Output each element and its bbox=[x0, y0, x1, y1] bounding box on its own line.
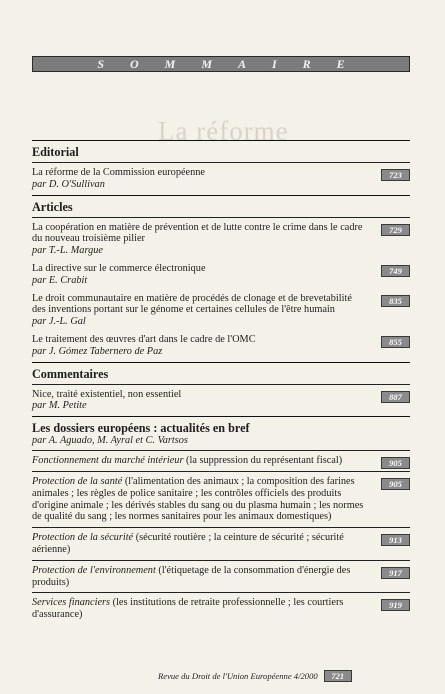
entry-details: (la suppression du représentant fiscal) bbox=[183, 455, 343, 467]
entry-details: (l'alimentation des animaux ; la composition des farines animales ; les règles de police sanitaire ; les contrôles officiels des produits d'origine animale ; les dérivés stables du sang ou du plasma humain ; les normes de qualité du sang ; les normes sanitaires pour les animaux domestiques) bbox=[32, 475, 364, 523]
entry-topic: Protection de la santé bbox=[32, 475, 123, 487]
section-rule bbox=[32, 162, 410, 163]
toc-entry[interactable] bbox=[32, 530, 410, 558]
entry-author: par J.-L. Gal bbox=[32, 316, 86, 328]
toc-entry[interactable] bbox=[32, 165, 410, 193]
page-number-badge: 749 bbox=[381, 265, 410, 277]
entry-title: Le droit communautaire en matière de procédés de clonage et de brevetabilité des inventions portant sur le génome et certaines cellules de l'être humain bbox=[32, 292, 352, 316]
page-number-badge: 835 bbox=[381, 295, 410, 307]
sommaire-title: SOMMAIRE bbox=[97, 56, 371, 71]
page-number-badge: 919 bbox=[381, 599, 410, 611]
table-of-contents bbox=[32, 140, 410, 625]
entry-author: par E. Crabit bbox=[32, 274, 88, 286]
section-rule bbox=[32, 217, 410, 218]
entry-title: Le traitement des œuvres d'art dans le cadre de l'OMC bbox=[32, 333, 256, 345]
entry-details: (sécurité routière ; la ceinture de sécurité ; sécurité aérienne) bbox=[32, 532, 344, 555]
page-number-badge: 913 bbox=[381, 534, 410, 546]
section-title-dossiers: Les dossiers européens : actualités en bref bbox=[32, 421, 250, 436]
entry-topic: Protection de la sécurité bbox=[32, 532, 134, 544]
toc-entry[interactable] bbox=[32, 332, 410, 360]
entry-title: La coopération en matière de prévention et de lutte contre le crime dans le cadre du nouveau troisième pilier bbox=[32, 221, 363, 245]
page-number-badge: 917 bbox=[381, 567, 410, 579]
bleed-through-text: La réforme bbox=[158, 116, 289, 146]
toc-entry[interactable] bbox=[32, 595, 410, 623]
section-rule bbox=[32, 384, 410, 385]
entry-title bbox=[32, 597, 366, 621]
entry-title bbox=[32, 532, 366, 556]
page-number-badge: 729 bbox=[381, 224, 410, 236]
entry-rule bbox=[32, 592, 410, 593]
page-number-badge: 905 bbox=[381, 457, 410, 469]
footer-page-number: 721 bbox=[324, 670, 352, 682]
entry-title: La réforme de la Commission européenne bbox=[32, 167, 205, 178]
page-number-badge: 855 bbox=[381, 336, 410, 348]
entry-title: La directive sur le commerce électronique bbox=[32, 262, 206, 274]
entry-topic: Fonctionnement du marché intérieur bbox=[32, 455, 184, 467]
entry-title: Nice, traité existentiel, non essentiel bbox=[32, 388, 182, 400]
section-rule bbox=[32, 450, 410, 451]
entry-title bbox=[32, 455, 366, 467]
toc-entry[interactable] bbox=[32, 453, 410, 469]
page-number-badge: 723 bbox=[381, 169, 410, 181]
section-title-commentaires: Commentaires bbox=[32, 366, 109, 381]
toc-entry[interactable] bbox=[32, 474, 410, 525]
entry-title bbox=[32, 565, 366, 589]
entry-author: par T.-L. Margue bbox=[32, 245, 103, 257]
toc-entry[interactable] bbox=[32, 261, 410, 289]
toc-entry[interactable] bbox=[32, 387, 410, 415]
journal-name: Revue du Droit de l'Union Européenne 4/2000 bbox=[158, 671, 318, 681]
section-title-articles: Articles bbox=[32, 199, 73, 214]
entry-details: (les institutions de retraite professionnelle ; les courtiers d'assurance) bbox=[32, 597, 344, 621]
toc-entry[interactable] bbox=[32, 563, 410, 591]
toc-entry[interactable] bbox=[32, 220, 410, 259]
entry-rule bbox=[32, 560, 410, 561]
page-number-badge: 905 bbox=[381, 478, 410, 490]
page-number-badge: 887 bbox=[381, 391, 410, 403]
entry-details: (l'étiquetage de la consommation d'énergie des produits) bbox=[32, 564, 351, 588]
toc-entry[interactable] bbox=[32, 291, 410, 330]
entry-author: par M. Petite bbox=[32, 400, 87, 412]
section-title-editorial: Editorial bbox=[32, 145, 79, 159]
entry-author: par D. O'Sullivan bbox=[32, 178, 105, 190]
entry-rule bbox=[32, 527, 410, 528]
entry-topic: Services financiers bbox=[32, 597, 111, 609]
entry-rule bbox=[32, 471, 410, 472]
page-footer bbox=[158, 670, 352, 682]
entry-topic: Protection de l'environnement bbox=[32, 564, 156, 576]
section-authors: par A. Aguado, M. Ayral et C. Vartsos bbox=[32, 435, 188, 447]
sommaire-banner bbox=[32, 56, 410, 72]
entry-author: par J. Gómez Tabernero de Paz bbox=[32, 345, 163, 357]
entry-title bbox=[32, 476, 366, 523]
